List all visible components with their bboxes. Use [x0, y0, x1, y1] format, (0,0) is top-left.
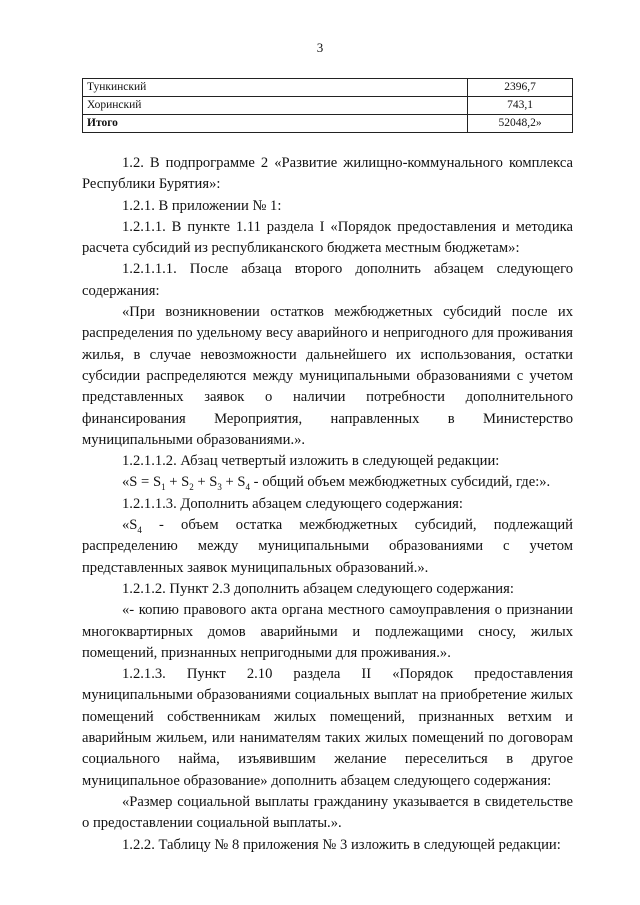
subscript: 4 — [137, 524, 142, 535]
paragraph: 1.2.1.2. Пункт 2.3 дополнить абзацем следующего содержания: — [122, 580, 514, 597]
table-cell-value: 52048,2» — [468, 115, 573, 133]
subscript: 4 — [245, 482, 251, 493]
formula-text: + S — [165, 474, 190, 491]
formula-text: - общий объем межбюджетных субсидий, где:». — [250, 474, 551, 491]
subscript: 1 — [161, 482, 166, 493]
table-cell-name: Тункинский — [83, 79, 468, 97]
table-cell-value: 743,1 — [468, 97, 573, 115]
formula-paragraph — [82, 472, 573, 493]
formula-text: «S = S — [122, 474, 162, 491]
formula-text: «S — [122, 517, 138, 534]
paragraph: 1.2. В подпрограмме 2 «Развитие жилищно-коммунального комплекса Республики Бурятия»: — [82, 155, 573, 193]
formula-text: - объем остатка межбюджетных субсидий, подлежащий распределению между муниципальными образованиями с учетом представленных заявок муниципальных образований.». — [82, 517, 573, 576]
formula-text: + S — [193, 474, 218, 491]
page-number: 3 — [316, 40, 324, 55]
paragraph: 1.2.1.1.2. Абзац четвертый изложить в следующей редакции: — [122, 453, 500, 470]
table-row-total — [83, 115, 573, 133]
paragraph: 1.2.1.3. Пункт 2.10 раздела II «Порядок предоставления муниципальными образованиями социальных выплат на приобретение жилых помещений собственникам жилых помещений, признанных ветхим и аварийным жильем, или нанимателям таких жилых помещений по договорам социального найма, изъявившим желание переселиться в другое муниципальное образование» дополнить абзацем следующего содержания: — [82, 666, 573, 789]
table-row — [83, 79, 573, 97]
formula-text: + S — [221, 474, 246, 491]
paragraph: 1.2.1.1. В пункте 1.11 раздела I «Порядок предоставления и методика расчета субсидий из республиканского бюджета местным бюджетам»: — [82, 218, 573, 257]
paragraph: 1.2.1.1.1. После абзаца второго дополнить абзацем следующего содержания: — [82, 261, 573, 299]
paragraph: «- копию правового акта органа местного самоуправления о признании многоквартирных домов аварийными и подлежащими сносу, жилых помещений, признанных непригодными для проживания.». — [82, 602, 573, 661]
table-cell-name: Хоринский — [83, 97, 468, 115]
table-cell-value: 2396,7 — [468, 79, 573, 97]
paragraph: 1.2.1.1.3. Дополнить абзацем следующего содержания: — [122, 495, 463, 512]
subscript: 3 — [217, 482, 222, 493]
paragraph: 1.2.2. Таблицу № 8 приложения № 3 изложить в следующей редакции: — [122, 836, 561, 853]
paragraph: «При возникновении остатков межбюджетных субсидий после их распределения по удельному весу аварийного и непригодного для проживания жилья, в случае невозможности дальнейшего их использования, остатки субсидии распределяются между муниципальными образованиями с учетом представленных заявок о наличии потребности дополнительного финансирования Мероприятия, направленных в Министерство муниципальными образованиями.». — [82, 304, 573, 448]
paragraph: 1.2.1. В приложении № 1: — [122, 197, 282, 214]
subsidy-summary-table — [82, 78, 573, 133]
s4-definition-paragraph — [82, 515, 573, 579]
table-cell-name: Итого — [83, 115, 468, 133]
paragraph: «Размер социальной выплаты гражданину указывается в свидетельстве о предоставлении социальной выплаты.». — [82, 793, 573, 832]
document-body — [82, 153, 573, 856]
table-row — [83, 97, 573, 115]
subscript: 2 — [189, 482, 194, 493]
